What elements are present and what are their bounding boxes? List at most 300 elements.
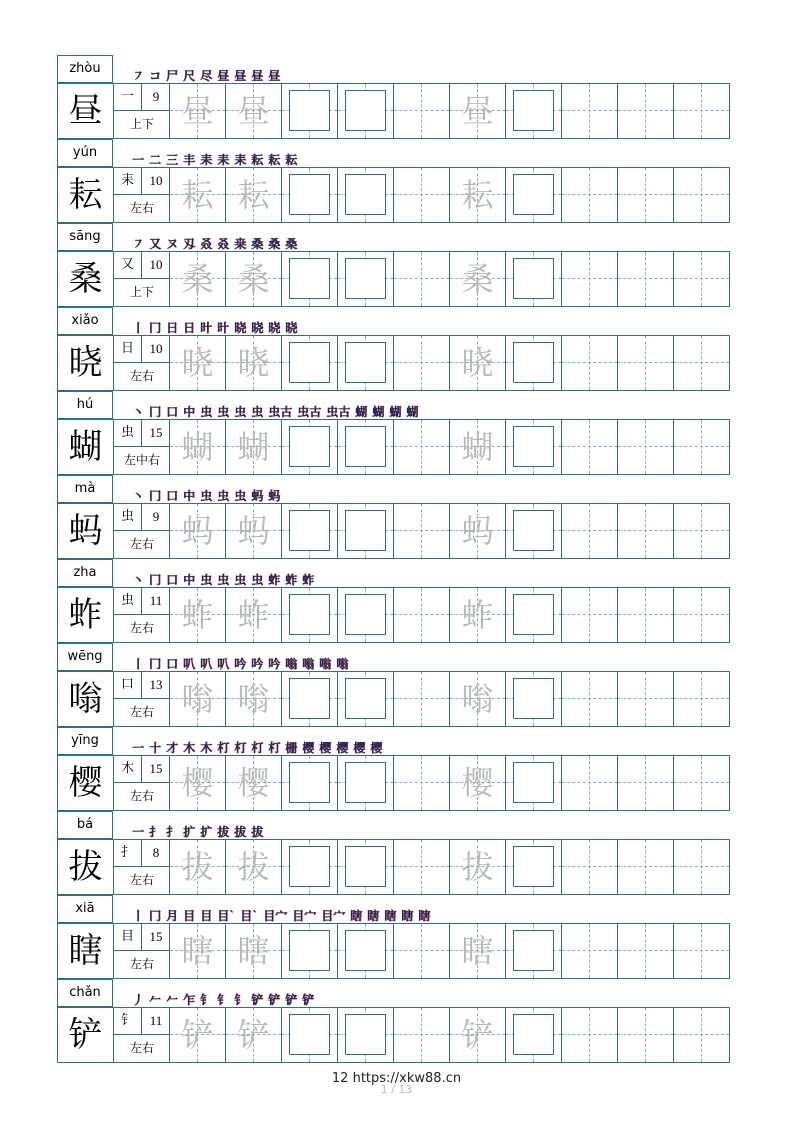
practice-cell[interactable] <box>562 84 618 138</box>
practice-cell[interactable] <box>338 504 394 558</box>
stroke-step: 目宀 <box>292 909 317 923</box>
guide-line <box>589 420 590 474</box>
practice-cell[interactable] <box>338 840 394 894</box>
guide-line <box>618 194 673 195</box>
practice-cell[interactable] <box>506 504 562 558</box>
practice-cell[interactable] <box>338 420 394 474</box>
structure: 左右 <box>129 957 154 971</box>
practice-cell[interactable] <box>338 252 394 306</box>
radical: 虫 <box>114 504 142 531</box>
practice-cell[interactable] <box>450 924 506 978</box>
practice-cell[interactable] <box>450 588 506 642</box>
model-character: 晓 <box>58 336 114 390</box>
pinyin-row <box>57 391 730 419</box>
stroke-step: 叭 <box>183 657 196 671</box>
stroke-step: 一 <box>132 825 145 839</box>
stroke-count: 9 <box>142 504 170 531</box>
writing-box[interactable] <box>345 1014 386 1055</box>
practice-cell[interactable] <box>226 756 282 810</box>
practice-cell[interactable] <box>506 924 562 978</box>
stroke-step: 扩 <box>183 825 196 839</box>
character-info <box>114 1008 170 1062</box>
guide-line <box>618 362 673 363</box>
pinyin-label: xiā <box>57 895 113 923</box>
practice-cell[interactable] <box>450 756 506 810</box>
practice-cell[interactable] <box>338 84 394 138</box>
pinyin-label: xiǎo <box>57 307 113 335</box>
practice-cell[interactable] <box>170 168 226 222</box>
practice-cell[interactable] <box>618 504 674 558</box>
stroke-count: 10 <box>142 168 170 195</box>
stroke-step: 扩 <box>200 825 213 839</box>
pinyin-row <box>57 559 730 587</box>
writing-box[interactable] <box>345 90 386 131</box>
guide-line <box>394 278 449 279</box>
practice-cell[interactable] <box>674 672 729 726</box>
practice-cell[interactable] <box>170 84 226 138</box>
stroke-order <box>132 63 280 83</box>
stroke-step: 瞎 <box>418 909 431 923</box>
writing-box[interactable] <box>289 258 330 299</box>
practice-cell[interactable] <box>450 168 506 222</box>
pinyin-label: yún <box>57 139 113 167</box>
stroke-step: 拔 <box>251 825 264 839</box>
stroke-count: 10 <box>142 252 170 279</box>
practice-cell[interactable] <box>170 840 226 894</box>
practice-cell[interactable] <box>282 756 338 810</box>
stroke-step: 虫 <box>217 489 230 503</box>
practice-cell[interactable] <box>618 924 674 978</box>
writing-box[interactable] <box>289 678 330 719</box>
stroke-count: 11 <box>142 588 170 615</box>
guide-line <box>618 278 673 279</box>
practice-cell[interactable] <box>282 252 338 306</box>
stroke-step: 虫 <box>200 489 213 503</box>
practice-cell[interactable] <box>506 252 562 306</box>
guide-line <box>421 84 422 138</box>
stroke-step: 叭 <box>217 657 230 671</box>
character-entry <box>57 895 730 979</box>
radical: 扌 <box>114 840 142 867</box>
practice-cell[interactable] <box>170 1008 226 1062</box>
stroke-step: 虫 <box>217 573 230 587</box>
practice-cell[interactable] <box>506 672 562 726</box>
structure: 左右 <box>129 705 154 719</box>
stroke-step: 拔 <box>234 825 247 839</box>
writing-box[interactable] <box>345 174 386 215</box>
footer-url: 12 https://xkw88.cn <box>331 1071 462 1086</box>
stroke-step: 目 <box>183 909 196 923</box>
stroke-step: 丶 <box>132 573 145 587</box>
writing-box[interactable] <box>513 510 554 551</box>
practice-cell[interactable] <box>506 420 562 474</box>
practice-cell[interactable] <box>506 840 562 894</box>
trace-character: 瞎 <box>181 932 214 970</box>
stroke-step: 扌 <box>149 825 162 839</box>
pinyin-row <box>57 811 730 839</box>
stroke-step: 吟 <box>234 657 247 671</box>
practice-cell[interactable] <box>226 588 282 642</box>
writing-box[interactable] <box>513 1014 554 1055</box>
practice-cell[interactable] <box>226 84 282 138</box>
stroke-order <box>132 147 297 167</box>
practice-grid <box>57 671 730 727</box>
trace-character: 瞎 <box>461 932 494 970</box>
writing-box[interactable] <box>345 258 386 299</box>
stroke-step: 桑 <box>251 237 264 251</box>
writing-box[interactable] <box>289 174 330 215</box>
guide-line <box>394 614 449 615</box>
stroke-step: 瞎 <box>350 909 363 923</box>
stroke-count: 15 <box>142 924 170 951</box>
practice-cell[interactable] <box>506 168 562 222</box>
trace-character: 樱 <box>181 764 214 802</box>
practice-cell[interactable] <box>674 252 729 306</box>
stroke-step: ㇇ <box>132 237 145 251</box>
practice-cell[interactable] <box>618 1008 674 1062</box>
writing-box[interactable] <box>513 594 554 635</box>
stroke-step: 三 <box>166 153 179 167</box>
writing-box[interactable] <box>513 90 554 131</box>
practice-cell[interactable] <box>506 1008 562 1062</box>
practice-cell[interactable] <box>618 672 674 726</box>
writing-box[interactable] <box>513 678 554 719</box>
writing-box[interactable] <box>345 846 386 887</box>
practice-cell[interactable] <box>170 504 226 558</box>
writing-box[interactable] <box>345 930 386 971</box>
practice-cell[interactable] <box>618 168 674 222</box>
practice-cell[interactable] <box>506 588 562 642</box>
guide-line <box>645 588 646 642</box>
practice-cell[interactable] <box>282 672 338 726</box>
practice-cell[interactable] <box>562 336 618 390</box>
practice-cell[interactable] <box>394 924 450 978</box>
practice-cell[interactable] <box>562 1008 618 1062</box>
practice-cell[interactable] <box>450 840 506 894</box>
practice-cell[interactable] <box>674 924 729 978</box>
practice-cell[interactable] <box>674 504 729 558</box>
guide-line <box>394 530 449 531</box>
writing-box[interactable] <box>513 762 554 803</box>
practice-cell[interactable] <box>394 336 450 390</box>
practice-cell[interactable] <box>282 168 338 222</box>
structure: 左右 <box>129 537 154 551</box>
practice-cell[interactable] <box>338 168 394 222</box>
writing-box[interactable] <box>513 174 554 215</box>
practice-cell[interactable] <box>338 336 394 390</box>
stroke-step: 昼 <box>217 69 230 83</box>
practice-cell[interactable] <box>562 252 618 306</box>
practice-cell[interactable] <box>674 168 729 222</box>
guide-line <box>701 672 702 726</box>
trace-character: 昼 <box>181 92 214 130</box>
stroke-step: 朾 <box>251 741 264 755</box>
writing-box[interactable] <box>289 930 330 971</box>
character-entry <box>57 223 730 307</box>
pinyin-label: yīng <box>57 727 113 755</box>
stroke-order <box>132 651 348 671</box>
writing-box[interactable] <box>345 762 386 803</box>
character-entry <box>57 811 730 895</box>
practice-cell[interactable] <box>394 84 450 138</box>
guide-line <box>618 446 673 447</box>
character-info <box>114 168 170 222</box>
stroke-step: 一 <box>132 741 145 755</box>
guide-line <box>562 110 617 111</box>
practice-cell[interactable] <box>562 168 618 222</box>
writing-box[interactable] <box>513 930 554 971</box>
writing-box[interactable] <box>289 90 330 131</box>
guide-line <box>618 950 673 951</box>
stroke-step: 二 <box>149 153 162 167</box>
practice-cell[interactable] <box>282 336 338 390</box>
pinyin-row <box>57 475 730 503</box>
practice-cell[interactable] <box>506 336 562 390</box>
structure: 左右 <box>129 369 154 383</box>
practice-grid <box>57 167 730 223</box>
stroke-step: 中 <box>183 405 196 419</box>
practice-cell[interactable] <box>450 336 506 390</box>
stroke-step: 昼 <box>234 69 247 83</box>
writing-box[interactable] <box>513 342 554 383</box>
stroke-count: 10 <box>142 336 170 363</box>
writing-box[interactable] <box>345 510 386 551</box>
guide-line <box>645 756 646 810</box>
practice-cell[interactable] <box>226 252 282 306</box>
model-character: 樱 <box>58 756 114 810</box>
practice-cell[interactable] <box>562 840 618 894</box>
stroke-step: 蚱 <box>285 573 298 587</box>
practice-cell[interactable] <box>338 924 394 978</box>
guide-line <box>674 362 729 363</box>
practice-cell[interactable] <box>394 588 450 642</box>
practice-cell[interactable] <box>282 588 338 642</box>
writing-box[interactable] <box>345 426 386 467</box>
writing-box[interactable] <box>289 762 330 803</box>
guide-line <box>701 924 702 978</box>
practice-cell[interactable] <box>562 504 618 558</box>
practice-cell[interactable] <box>282 924 338 978</box>
stroke-step: 晓 <box>268 321 281 335</box>
stroke-step: 冂 <box>149 573 162 587</box>
practice-cell[interactable] <box>450 420 506 474</box>
practice-cell[interactable] <box>674 756 729 810</box>
practice-cell[interactable] <box>674 1008 729 1062</box>
practice-cell[interactable] <box>618 420 674 474</box>
practice-cell[interactable] <box>282 1008 338 1062</box>
practice-cell[interactable] <box>226 420 282 474</box>
trace-character: 桑 <box>181 260 214 298</box>
guide-line <box>701 420 702 474</box>
writing-box[interactable] <box>289 342 330 383</box>
practice-cell[interactable] <box>674 588 729 642</box>
stroke-step: 蝴 <box>355 405 368 419</box>
guide-line <box>701 504 702 558</box>
trace-character: 铲 <box>237 1016 270 1054</box>
practice-cell[interactable] <box>450 1008 506 1062</box>
practice-cell[interactable] <box>394 672 450 726</box>
practice-cell[interactable] <box>226 336 282 390</box>
practice-cell[interactable] <box>674 840 729 894</box>
stroke-step: 嗡 <box>319 657 332 671</box>
stroke-step: 耒 <box>234 153 247 167</box>
stroke-step: 目宀 <box>263 909 288 923</box>
guide-line <box>421 252 422 306</box>
stroke-step: 尽 <box>200 69 213 83</box>
guide-line <box>589 672 590 726</box>
practice-grid <box>57 755 730 811</box>
practice-cell[interactable] <box>562 588 618 642</box>
practice-cell[interactable] <box>562 924 618 978</box>
stroke-step: 铲 <box>268 993 281 1007</box>
guide-line <box>394 110 449 111</box>
writing-box[interactable] <box>345 342 386 383</box>
stroke-step: 晓 <box>285 321 298 335</box>
practice-cell[interactable] <box>450 504 506 558</box>
practice-cell[interactable] <box>394 756 450 810</box>
trace-character: 蚱 <box>181 596 214 634</box>
writing-box[interactable] <box>345 678 386 719</box>
practice-cell[interactable] <box>394 420 450 474</box>
practice-cell[interactable] <box>506 84 562 138</box>
guide-line <box>421 672 422 726</box>
stroke-step: 口 <box>166 405 179 419</box>
stroke-step: 又 <box>149 237 162 251</box>
structure: 左右 <box>129 789 154 803</box>
practice-cell[interactable] <box>226 504 282 558</box>
practice-cell[interactable] <box>618 840 674 894</box>
character-entry <box>57 139 730 223</box>
practice-cell[interactable] <box>282 504 338 558</box>
practice-cell[interactable] <box>170 420 226 474</box>
practice-cell[interactable] <box>338 588 394 642</box>
stroke-step: 丶 <box>132 489 145 503</box>
practice-cell[interactable] <box>170 336 226 390</box>
practice-cell[interactable] <box>226 672 282 726</box>
practice-cell[interactable] <box>338 672 394 726</box>
guide-line <box>589 252 590 306</box>
writing-box[interactable] <box>289 510 330 551</box>
writing-box[interactable] <box>289 426 330 467</box>
practice-cell[interactable] <box>226 924 282 978</box>
stroke-step: 木 <box>200 741 213 755</box>
practice-cell[interactable] <box>394 1008 450 1062</box>
stroke-step: 冂 <box>149 489 162 503</box>
practice-cell[interactable] <box>618 84 674 138</box>
stroke-step: 口 <box>166 573 179 587</box>
practice-cell[interactable] <box>618 588 674 642</box>
practice-cell[interactable] <box>282 420 338 474</box>
stroke-order <box>132 903 430 923</box>
writing-box[interactable] <box>289 846 330 887</box>
trace-character: 蝴 <box>181 428 214 466</box>
practice-cell[interactable] <box>338 1008 394 1062</box>
practice-cell[interactable] <box>170 252 226 306</box>
stroke-step: 昼 <box>251 69 264 83</box>
practice-cell[interactable] <box>562 420 618 474</box>
writing-box[interactable] <box>513 258 554 299</box>
practice-cell[interactable] <box>394 504 450 558</box>
practice-cell[interactable] <box>618 336 674 390</box>
practice-cell[interactable] <box>562 756 618 810</box>
practice-cell[interactable] <box>170 756 226 810</box>
structure: 左右 <box>129 201 154 215</box>
stroke-step: 铲 <box>251 993 264 1007</box>
guide-line <box>645 84 646 138</box>
trace-character: 桑 <box>461 260 494 298</box>
stroke-step: 铲 <box>302 993 315 1007</box>
guide-line <box>701 1008 702 1062</box>
pinyin-label: bá <box>57 811 113 839</box>
guide-line <box>589 84 590 138</box>
stroke-step: 樱 <box>353 741 366 755</box>
guide-line <box>618 866 673 867</box>
writing-box[interactable] <box>345 594 386 635</box>
character-info <box>114 588 170 642</box>
stroke-count: 8 <box>142 840 170 867</box>
model-character: 拔 <box>58 840 114 894</box>
practice-cell[interactable] <box>450 84 506 138</box>
practice-cell[interactable] <box>226 840 282 894</box>
practice-cell[interactable] <box>618 252 674 306</box>
practice-cell[interactable] <box>674 336 729 390</box>
stroke-step: 虫 <box>251 405 264 419</box>
stroke-step: 嗡 <box>285 657 298 671</box>
practice-cell[interactable] <box>170 588 226 642</box>
writing-box[interactable] <box>289 1014 330 1055</box>
structure: 左中右 <box>123 453 160 467</box>
practice-cell[interactable] <box>226 168 282 222</box>
writing-box[interactable] <box>289 594 330 635</box>
practice-cell[interactable] <box>506 756 562 810</box>
stroke-step: 蚱 <box>302 573 315 587</box>
practice-cell[interactable] <box>282 84 338 138</box>
practice-cell[interactable] <box>394 840 450 894</box>
practice-cell[interactable] <box>226 1008 282 1062</box>
stroke-step: 嗡 <box>336 657 349 671</box>
stroke-step: 桑 <box>285 237 298 251</box>
practice-cell[interactable] <box>282 840 338 894</box>
practice-cell[interactable] <box>170 924 226 978</box>
practice-cell[interactable] <box>450 252 506 306</box>
practice-cell[interactable] <box>394 252 450 306</box>
trace-character: 嗡 <box>181 680 214 718</box>
writing-box[interactable] <box>513 426 554 467</box>
guide-line <box>394 1034 449 1035</box>
stroke-order <box>132 315 297 335</box>
practice-cell[interactable] <box>450 672 506 726</box>
practice-cell[interactable] <box>618 756 674 810</box>
pinyin-row <box>57 727 730 755</box>
character-info <box>114 924 170 978</box>
character-info <box>114 420 170 474</box>
practice-cell[interactable] <box>674 420 729 474</box>
stroke-step: 钅 <box>217 993 230 1007</box>
model-character: 蚂 <box>58 504 114 558</box>
trace-character: 蚱 <box>237 596 270 634</box>
stroke-step: ㇇ <box>132 69 145 83</box>
practice-cell[interactable] <box>394 168 450 222</box>
practice-cell[interactable] <box>170 672 226 726</box>
practice-cell[interactable] <box>562 672 618 726</box>
practice-cell[interactable] <box>338 756 394 810</box>
pinyin-label: wēng <box>57 643 113 671</box>
trace-character: 蚂 <box>461 512 494 550</box>
writing-box[interactable] <box>513 846 554 887</box>
practice-grid <box>57 419 730 475</box>
practice-cell[interactable] <box>674 84 729 138</box>
trace-character: 蚂 <box>181 512 214 550</box>
